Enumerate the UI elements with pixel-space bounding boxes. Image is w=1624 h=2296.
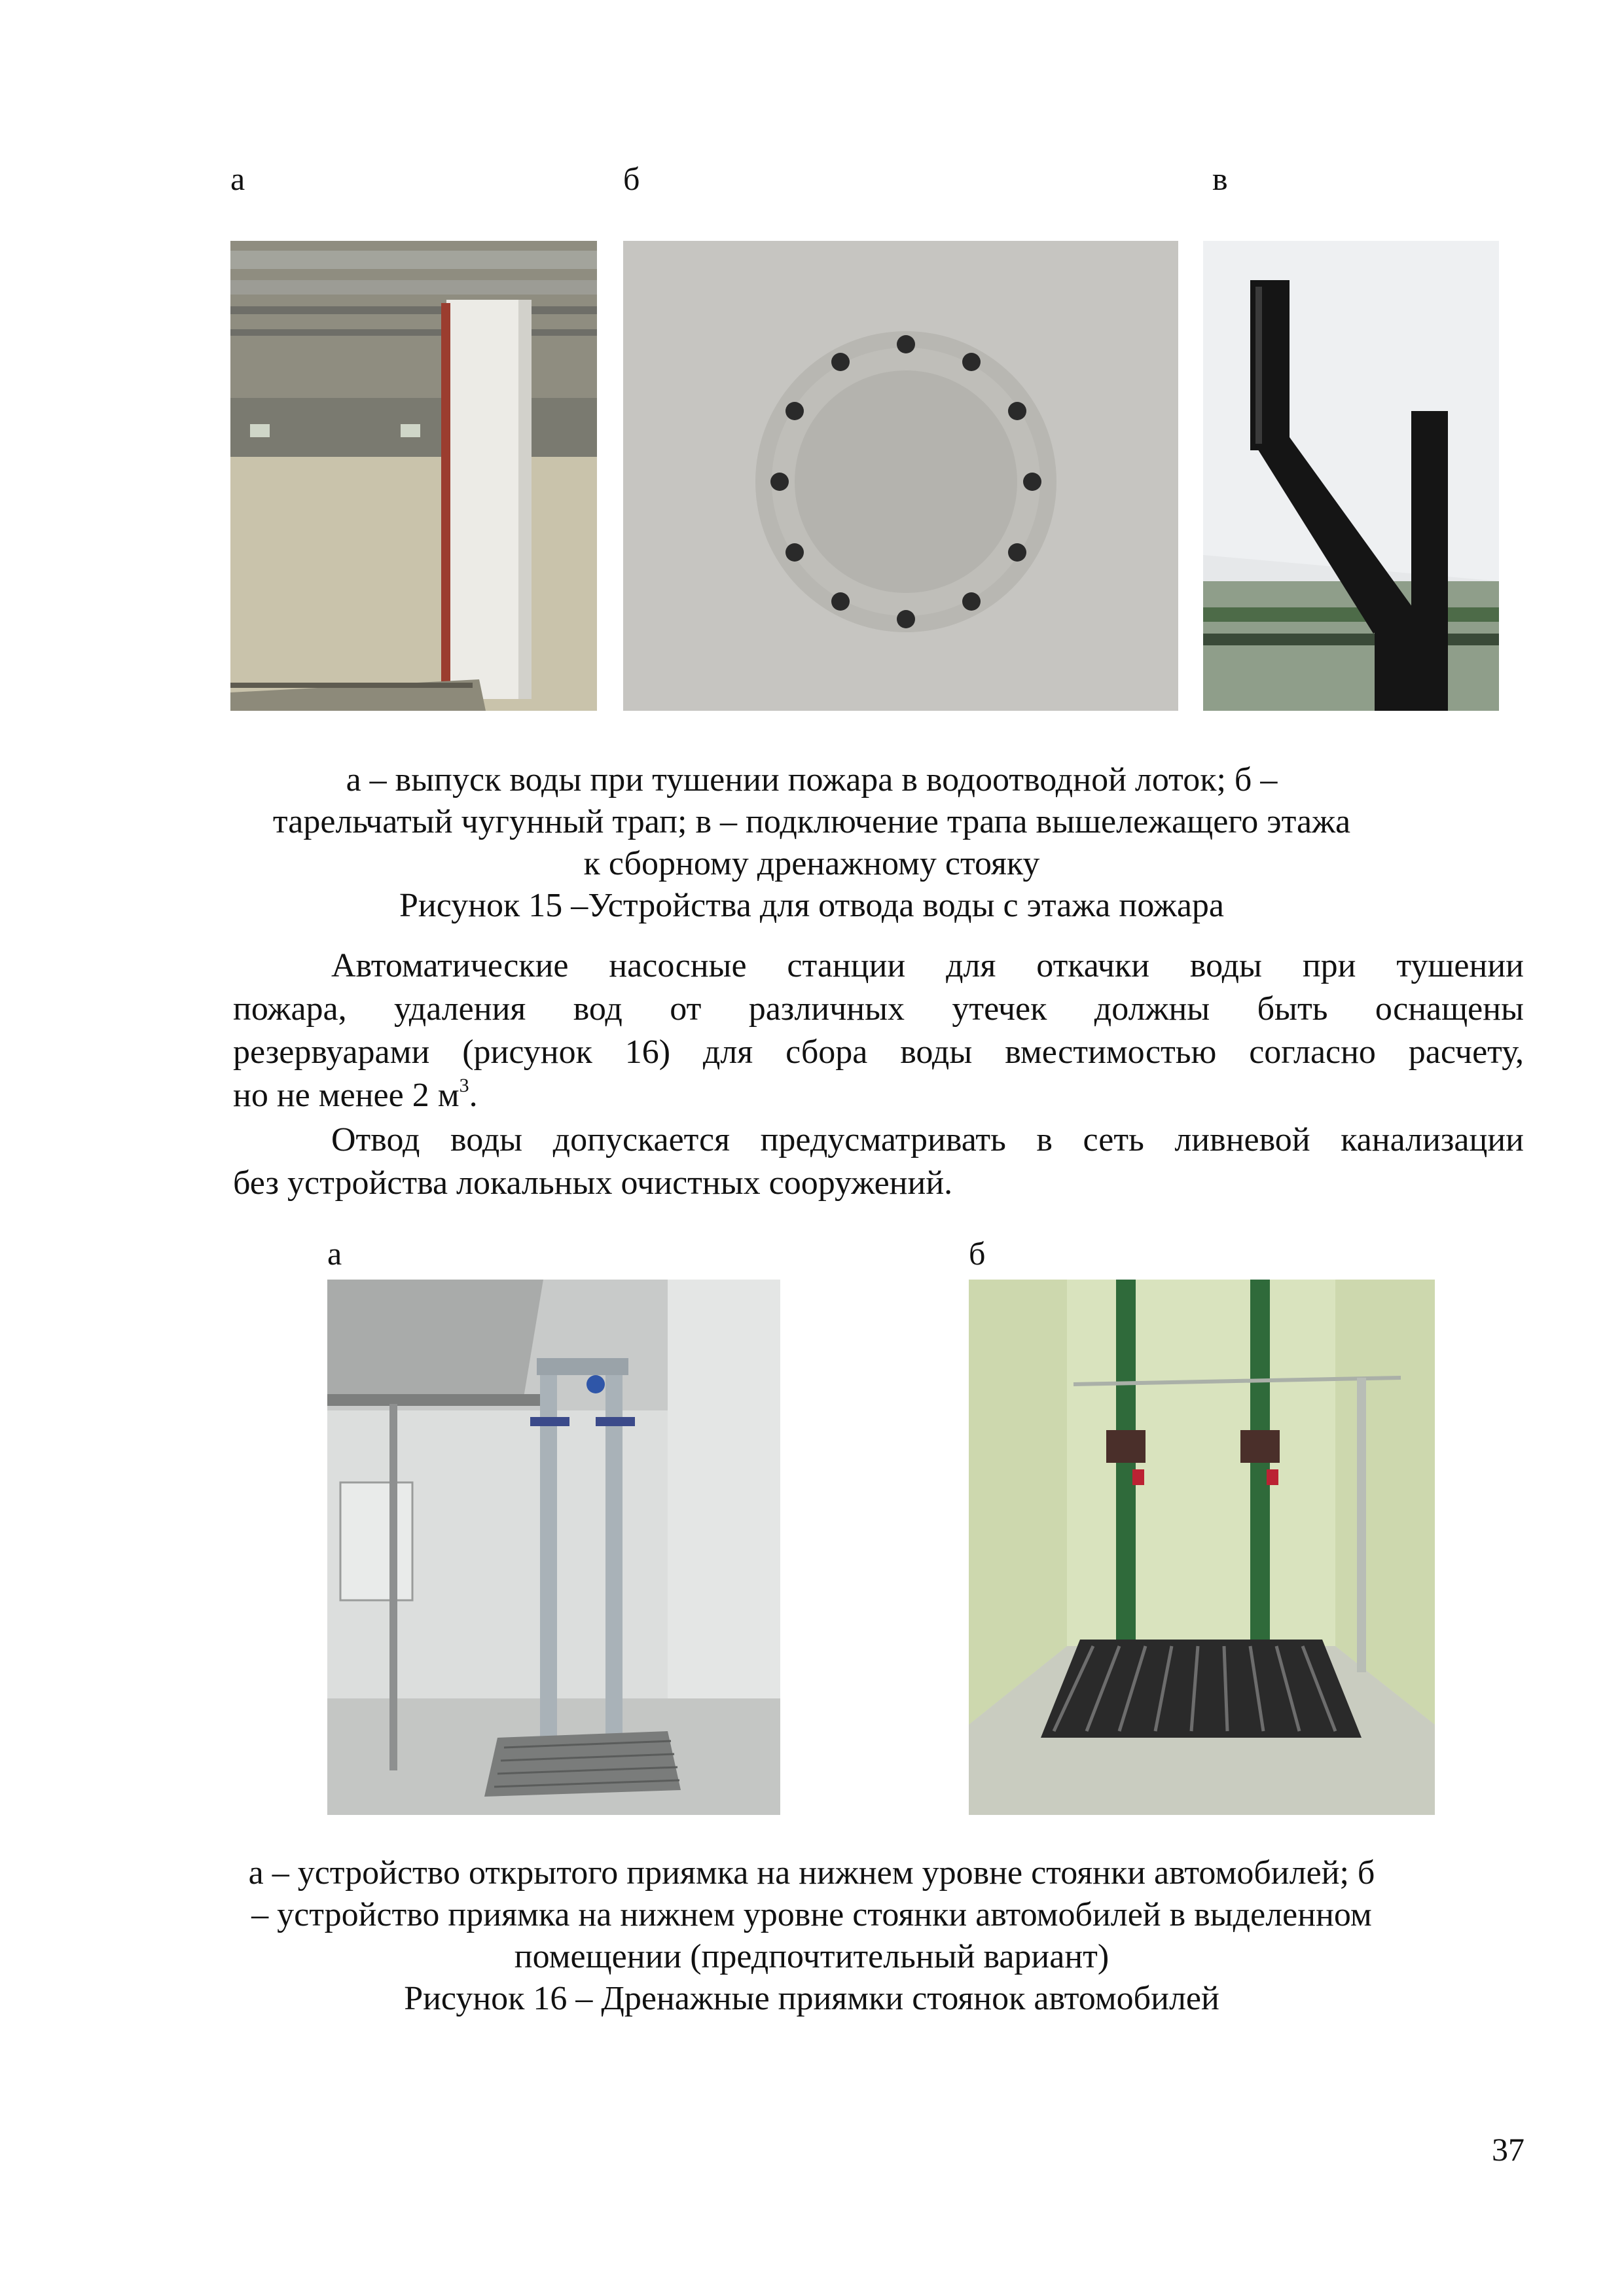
paragraph-suffix: . [469,1077,478,1114]
open-sump-photo [327,1280,780,1815]
paragraph-line: резервуарами (рисунок 16) для сбора воды вместимостью согласно расчету, [233,1033,1524,1071]
figure16-label-b: б [969,1235,986,1272]
figure15-caption-line: к сборному дренажному стояку [583,845,1040,882]
figure16-caption-line: – устройство приямка на нижнем уровне стоянки автомобилей в выделенном [251,1896,1372,1933]
figure16-caption-line: а – устройство открытого приямка на нижнем уровне стоянки автомобилей; б [248,1854,1375,1892]
figure15-title: Рисунок 15 –Устройства для отвода воды с этажа пожара [399,887,1224,924]
figure16-label-a: а [327,1235,342,1272]
paragraph-line: пожара, удаления вод от различных утечек должны быть оснащены [233,990,1524,1028]
fire-water-outlet-photo [230,241,597,711]
figure15-caption-line: тарельчатый чугунный трап; в – подключение трапа вышележащего этажа [272,803,1351,840]
figure16-title: Рисунок 16 – Дренажные приямки стоянок автомобилей [404,1980,1219,2017]
superscript-3: 3 [459,1075,469,1096]
paragraph-line: без устройства локальных очистных сооружений. [233,1164,953,1202]
paragraph-last-line [233,1074,1524,1117]
paragraph-text: но не менее 2 м [233,1077,460,1114]
figure16-caption [196,1852,1427,2020]
figure15-caption-line: а – выпуск воды при тушении пожара в водоотводной лоток; б – [346,761,1278,798]
enclosed-sump-photo [969,1280,1435,1815]
cast-iron-drain-photo [623,241,1178,711]
figure15-label-a: а [230,160,245,197]
figure15-caption [196,759,1427,927]
paragraph-line: Отвод воды допускается предусматривать в сеть ливневой канализации [331,1121,1524,1158]
figure15-label-v: в [1212,160,1228,197]
figure16-caption-line: помещении (предпочтительный вариант) [514,1938,1110,1975]
drain-riser-connection-photo [1203,241,1499,711]
page-number: 37 [1492,2131,1525,2168]
figure15-label-b: б [623,160,640,197]
paragraph-drainage [233,1119,1524,1205]
paragraph-line: Автоматические насосные станции для откачки воды при тушении [331,947,1524,984]
paragraph-pump-stations [233,944,1524,1117]
